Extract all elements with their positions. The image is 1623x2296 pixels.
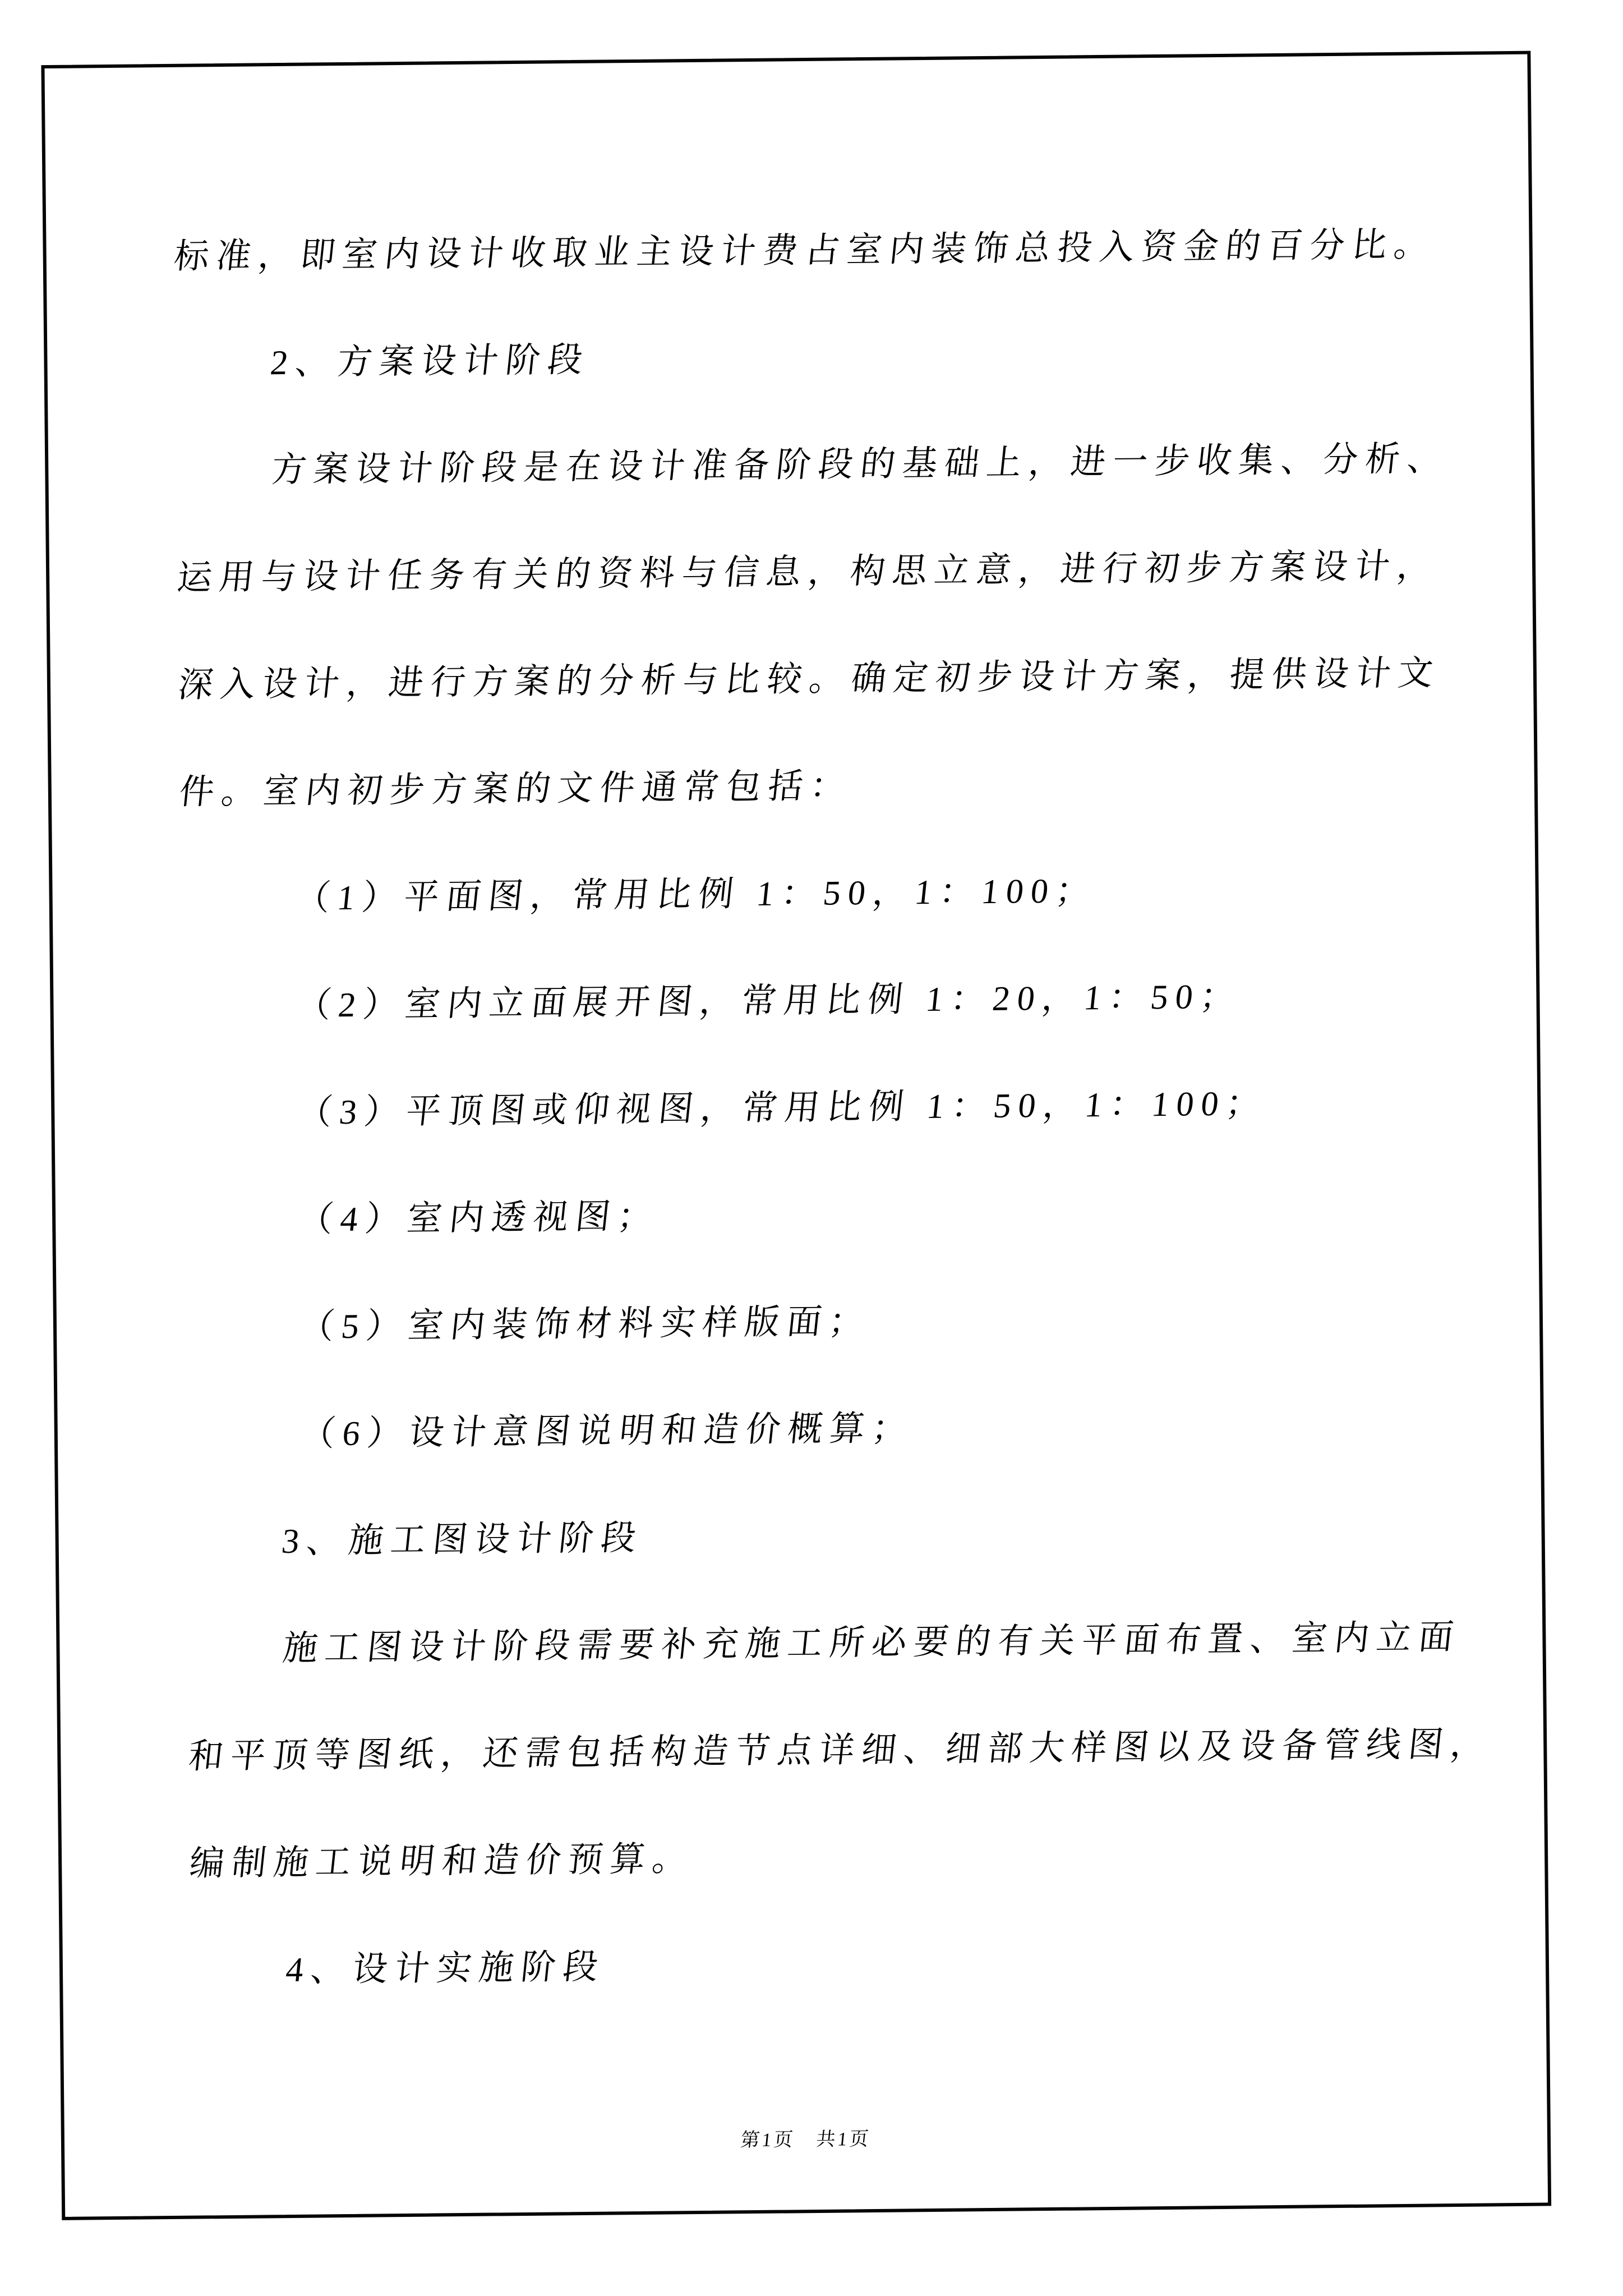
text-line: 2、方案设计阶段 (268, 341, 592, 383)
text-line: （2）室内立面展开图，常用比例 1：20，1：50； (294, 977, 1244, 1025)
text-line: （1）平面图，常用比例 1：50，1：100； (293, 872, 1100, 918)
page-number: 第1页 共1页 (739, 2129, 872, 2151)
text-line: 编制施工说明和造价预算。 (187, 1840, 697, 1883)
text-line: 施工图设计阶段需要补充施工所必要的有关平面布置、室内立面 (280, 1618, 1463, 1668)
text-line: 和平顶等图纸，还需包括构造节点详细、细部大样图以及设备管线图， (186, 1725, 1495, 1776)
text-line: 标准，即室内设计收取业主设计费占室内装饰总投入资金的百分比。 (172, 226, 1438, 276)
text-line: 方案设计阶段是在设计准备阶段的基础上，进一步收集、分析、 (269, 439, 1451, 490)
text-line: 深入设计，进行方案的分析与比较。确定初步设计方案，提供设计文 (176, 654, 1442, 705)
text-line: 3、施工图设计阶段 (280, 1519, 645, 1561)
text-line: 4、设计实施阶段 (284, 1948, 607, 1990)
text-line: 件。室内初步方案的文件通常包括： (177, 767, 855, 812)
text-line: （3）平顶图或仰视图，常用比例 1：50，1：100； (295, 1084, 1270, 1132)
text-line: （4）室内透视图； (296, 1197, 662, 1239)
text-line: 运用与设计任务有关的资料与信息，构思立意，进行初步方案设计， (175, 547, 1441, 597)
text-line: （6）设计意图说明和造价概算； (298, 1409, 916, 1453)
text-block (168, 191, 1495, 2025)
text-line: （5）室内装饰材料实样版面； (297, 1302, 873, 1346)
